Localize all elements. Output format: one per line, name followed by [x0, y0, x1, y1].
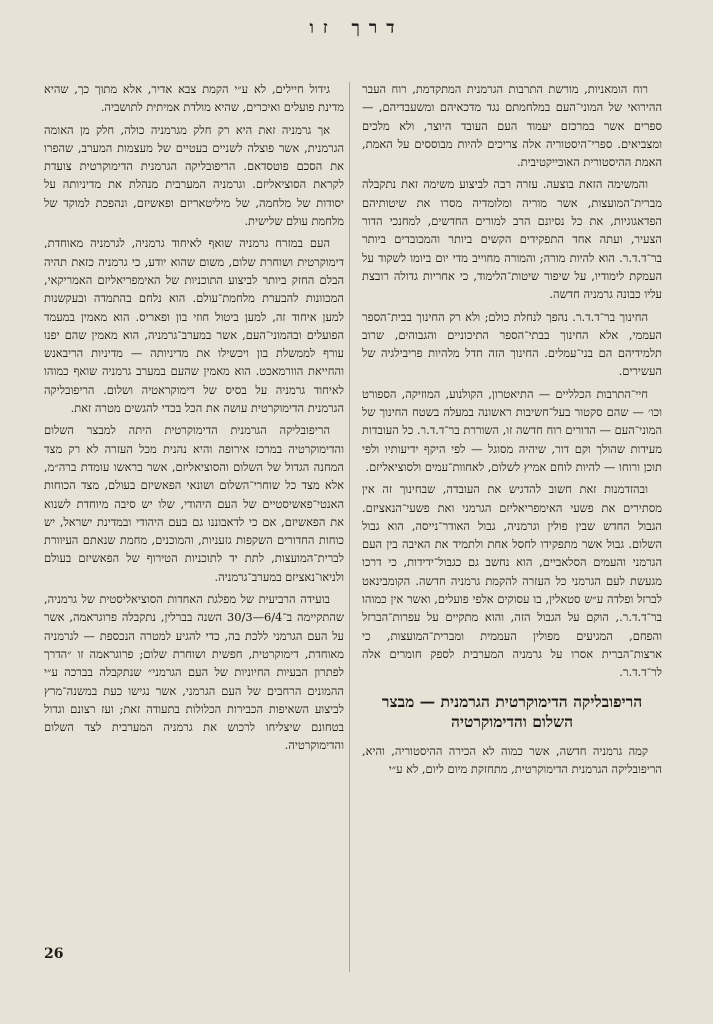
section-heading: הריפובליקה הדימוקרטית הגרמנית — מבצר השלום והדימוקרטיה [381, 691, 643, 731]
paragraph: הריפובליקה הגרמנית הדימוקרטית היתה למבצר השלום והדימוקרטיה במרכז אירופה והיא נהנית מכל העזרה לא רק מצד המחנה הגדול של השלום והסוציאליזם, אשר בראשו עומדת ברה״מ, אלא מצד כל שוחרי־השלום ושונאי הפאשיזם בעולם, מצד הכוחות האנטי־פאשיסטיים של העם היהודי, שלו יש סיבה מיוחדת לשנוא את הפאשיזם, אם כי לדאבוננו גם בעם היהודי ובמדינת ישראל, יש כוחות החדורים השקפות גזעניות, והמוכנים, מחמת שנאתם העיוורת לברית־המועצות, לתת יד לתוכניות הטירוף של הפאשיזם בעולם ולניאו־נאציזם במערב־גרמניה. [44, 423, 344, 584]
page-number: 26 [44, 946, 64, 962]
left-column [44, 80, 344, 970]
paragraph: חיי־התרבות הכלליים — התיאטרון, הקולנוע, המוזיקה, הספורט וכו׳ — שהם סקטור בעל־חשיבות ראשונה במעלה בשטח החינוך של המוני־העם — הדורים רוח חדשה זו, השוררת בר־ד.ד.ר. כל העובדות מעידות שהולך וקם דור, שיהיה מסוגל — לפי היקף ידיעותיו ולפי תוכן ורוחו — להיות לוחם אמיץ לשלום, לאחוות־עמים ולסוציאליזם. [362, 386, 662, 474]
running-head: דרך זו [309, 18, 404, 38]
paragraph: החינוך בר־ד.ד.ר. נהפך לנחלת כולם; ולא רק החינוך בבית־הספר העממי, אלא החינוך בבתי־הספר התיכוניים והגבוהים, שרוב תלמידיהם הם בני־עמלים. החינוך הזה חדל מלהיות פריבילגיה של העשירים. [362, 309, 662, 379]
column-divider [349, 82, 350, 972]
paragraph: ובהזדמנות זאת חשוב להדגיש את העובדה, שבחינוך זה אין מסתירים את פשעי האימפריאליזם הגרמני ואת פשעי־הנאציזם. הגבול החדש שבין פולין וגרמניה, גבול האודר־נייסה, הוא גבול השלום. גבול אשר מתפקידו לחסל אחת ולתמיד את האיבה בין העם הגרמני והעמים הסלאביים, הוא נחשב גם כגבול־ידידות, כי דרכו מגעשת לעם הגרמני כל העזרה להקמת גרמניה חדשה. הקומבינאט לברזל ופלדה ע״ש סטאלין, בו עסוקים אלפי פועלים, ואשר אין כמוהו בר־ד.ד.ר., הוקם על הגבול הזה, והוא מתקיים על עפרות־הברזל והפחם, המגיעים מפולין העממית ומברית־המועצות, כי ארצות־הברית אסרו על גרמניה המערבית לספק חומרים אלה לר־ד.ד.ר. [362, 482, 662, 680]
paragraph: גידול חיילים, לא ע״י הקמת צבא אדיר, אלא מתוך כך, שהיא מדינת פועלים ואיכרים, שהיא מולדת אמיתית לתושביה. [44, 82, 344, 115]
paragraph: והמשימה הזאת בוצעה. עזרה רבה לביצוע משימה זאת נתקבלה מברית־המועצות, אשר מוריה ומלומדיה מסרו את שיטותיהם הפדאגוגיות, את כל נסיונם הרב למורים החדשים, למחנכי הדור הצעיר, ועתה אחד התפקידים הקשים ביותר והמכובדים ביותר בר־ד.ד.ר. הוא להיות מורה; והמורה מחוייב מדי יום ביומו לשקוד על העמקת לימודיו, על שיפור שיטות־הלימוד, כי אחריות גדולה רובצת עליו כבונה גרמניה חדשה. [362, 177, 662, 302]
paragraph: אך גרמניה זאת היא רק חלק מגרמניה כולה, חלק מן האומה הגרמנית, אשר פוצלה לשניים בעטיים של מעצמות המערב, שהפרו את הסכם פוטסדאם. הריפובליקה הגרמנית הדימוקרטית צועדת לקראת הסוציאליזם. וגרמניה המערבית מנהלת את מדיניותה על יסודות של מלחמה, של מיליטאריזם ופאשיזם, ונהפכת למוקד של מלחמת עולם שלישית. [44, 122, 344, 229]
paragraph: בועידה הרביעית של מפלגת האחדות הסוציאליסטית של גרמניה, שהתקיימה ב־6/4—30/3 השנה בברלין, נתקבלה פרוגראמה, אשר על העם הגרמני ללכת בה, כדי להגיע למטרה הנכספת — לגרמניה מאוחדת, דימוקרטית, חפשית ושוחרת שלום; פרוגראמה זו ״הדרך לפתרון הבעיות החיוניות של העם הגרמני״ שנתקבלה בברכה ע״י ההמונים הרחבים של העם הגרמני, אשר נגישו כעת במשנה־מרץ לביצוע השאיפות הכבירות הכלולות בתעודה זאת; ועז רצונם וגדול בטחונם שיצליחו לרכוש את גרמניה המערבית לצד השלום והדימוקרטיה. [44, 592, 344, 753]
paragraph: רוח הומאניות, מורשת התרבות הגרמנית המתקדמת, רוח העבר ההירואי של המוני־העם במלחמתם נגד מדכאיהם ומשעבדיהם, — ספרים אשר במרכזם יעמוד העם העובד היוצר, ולא מלכים ומצביאים. ספרי־היסטוריה אלה צריכים להיות מבוססים על האמת, האמת ההיסטורית האובייקטיבית. [362, 82, 662, 170]
right-column [362, 80, 662, 980]
paragraph: קמה גרמניה חדשה, אשר כמוה לא הכירה ההיסטוריה, והיא, הריפובליקה הגרמנית הדימוקרטית, מתחזקת מיום ליום, לא ע״י [362, 743, 662, 776]
paragraph: העם במזרח גרמניה שואף לאיחוד גרמניה, לגרמניה מאוחדת, דימוקרטית ושוחרת שלום, משום שהוא יודע, כי גרמניה כזאת תהיה הבלם החזק ביותר לביצוע התוכניות של האימפריאליזם האמריקאי, המכוונות להבערת מלחמת־עולם. הוא נלחם בהתמדה ובעקשנות למען איחוד זה, למען ביטול חוזי בון ופאריס. הוא מאמין במעמד הפועלים ובהמוני־העם, אשר במערב־גרמניה, הוא מאמין שהם יפנו עורף לממשלת בון ויכשילו את מדיניותה — מדיניות הריבאנש והחייאת הוורמאכט. הוא מאמין שהעם במערב גרמניה שואף כמוהו לאיחוד גרמניה על בסיס של דימוקראטיה ושלום. הריפובליקה הגרמנית הדימוקרטית עושה את הכל בכדי להגשים מטרה זאת. [44, 236, 344, 416]
